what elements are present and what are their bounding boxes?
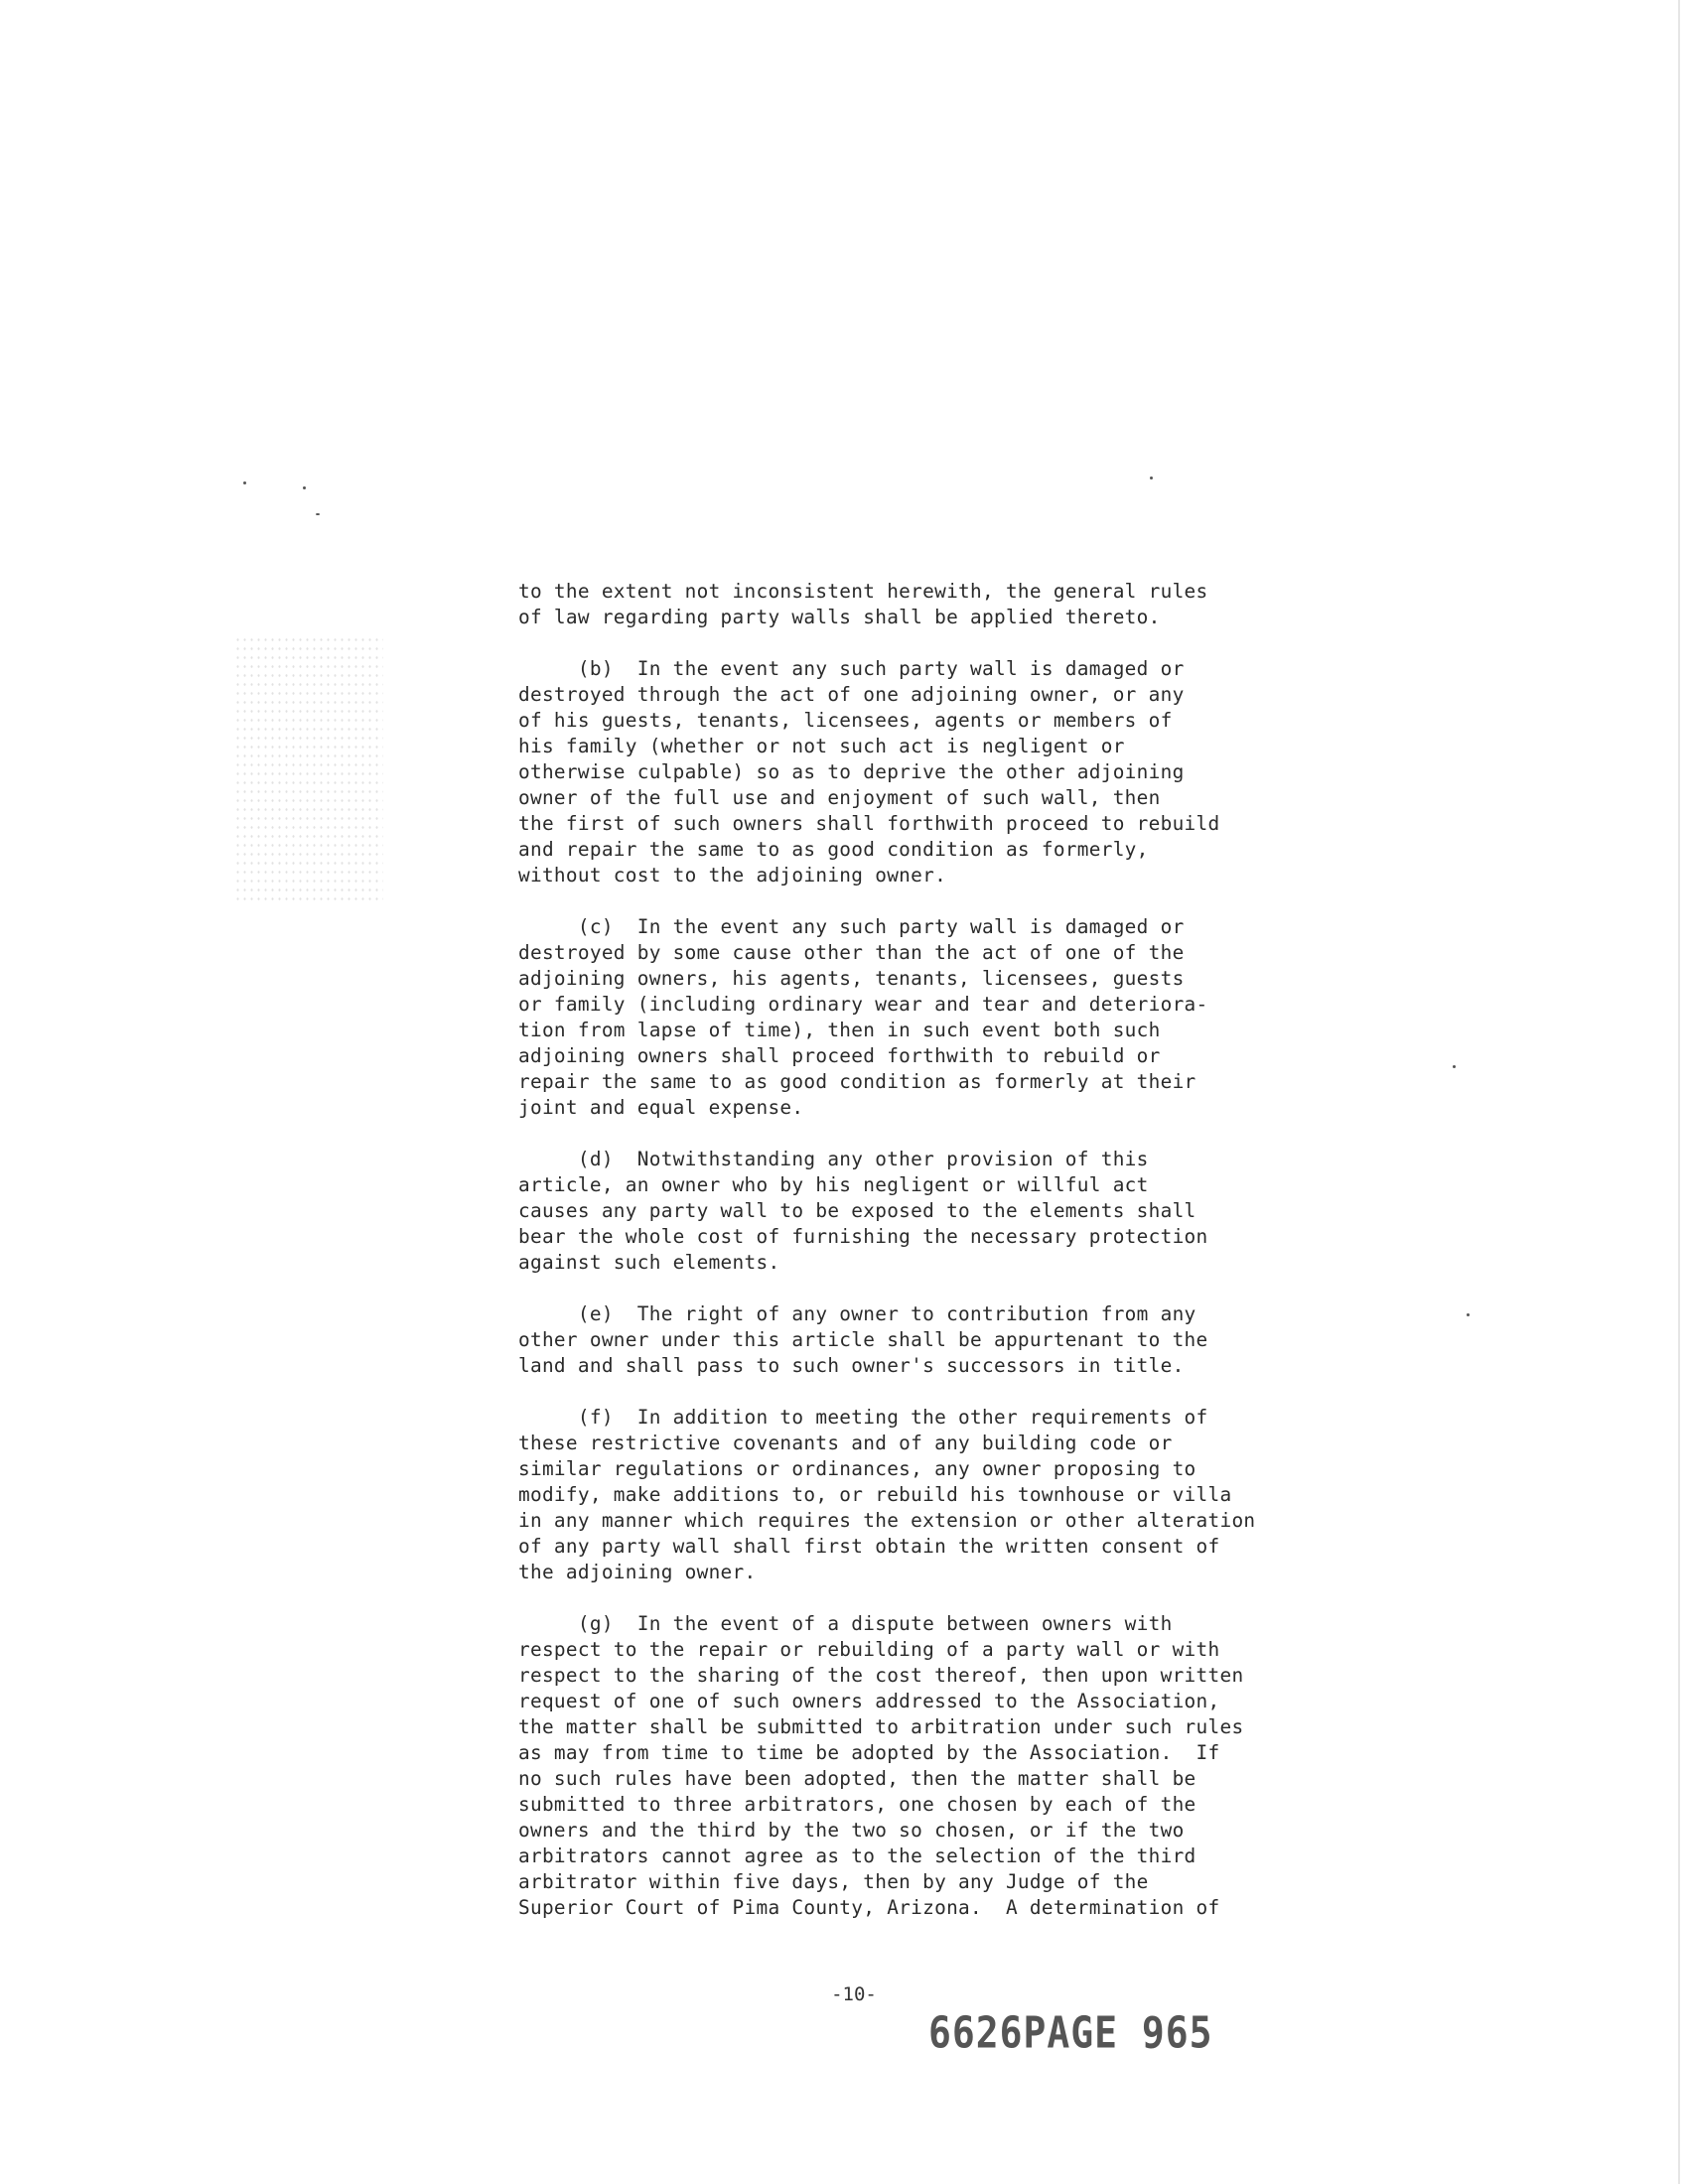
- page-number: -10-: [831, 1983, 877, 2005]
- document-body: [518, 579, 1333, 1947]
- paragraph-e: (e) The right of any owner to contribution from any other owner under this article shall be appurtenant to the land and shall pass to such owner's successors in title.: [518, 1302, 1208, 1377]
- scan-speck: [303, 486, 306, 489]
- scan-speck: [1453, 1065, 1456, 1068]
- scan-edge-shadow: [1678, 0, 1680, 2184]
- scan-speck: [243, 481, 246, 484]
- paragraph-f: (f) In addition to meeting the other requirements of these restrictive covenants and of any building code or similar regulations or ordinances, any owner proposing to modify, make additions to, or rebuild his townhouse or villa in any manner which requires the extension or other alteration of any party wall shall first obtain the written consent of the adjoining owner.: [518, 1406, 1256, 1583]
- scan-margin-noise: [234, 635, 383, 903]
- paragraph-g: (g) In the event of a dispute between owners with respect to the repair or rebuilding of a party wall or with respect to the sharing of the cost thereof, then upon written request of one of such owners addressed to the Association, the matter shall be submitted to arbitration under such rules as may from time to time be adopted by the Association. If no such rules have been adopted, then the matter shall be submitted to three arbitrators, one chosen by each of the owners and the third by the two so chosen, or if the two arbitrators cannot agree as to the selection of the third arbitrator within five days, then by any Judge of the Superior Court of Pima County, Arizona. A determination of: [518, 1612, 1244, 1919]
- paragraph-c: (c) In the event any such party wall is damaged or destroyed by some cause other than the act of one of the adjoining owners, his agents, tenants, licensees, guests or family (including ordinary wear and tear and deteriora- tion from lapse of time), then in such event both such adjoining owners shall proceed forthwith to rebuild or repair the same to as good condition as formerly at their joint and equal expense.: [518, 915, 1208, 1119]
- paragraph-d: (d) Notwithstanding any other provision of this article, an owner who by his negligent or willful act causes any party wall to be exposed to the elements shall bear the whole cost of furnishing the necessary protection against such elements.: [518, 1148, 1208, 1274]
- recording-stamp: 6626PAGE 965: [928, 2007, 1213, 2058]
- scan-speck: [1150, 477, 1153, 479]
- paragraph-b: (b) In the event any such party wall is damaged or destroyed through the act of one adjoining owner, or any of his guests, tenants, licensees, agents or members of his family (whether or not such act is negligent or otherwise culpable) so as to deprive the other adjoining owner of the full use and enjoyment of such wall, then the first of such owners shall forthwith proceed to rebuild and repair the same to as good condition as formerly, without cost to the adjoining owner.: [518, 657, 1220, 887]
- scan-speck: [316, 513, 320, 515]
- paragraph-continuation: to the extent not inconsistent herewith, the general rules of law regarding party walls shall be applied thereto.: [518, 580, 1208, 628]
- scan-speck: [1467, 1313, 1470, 1316]
